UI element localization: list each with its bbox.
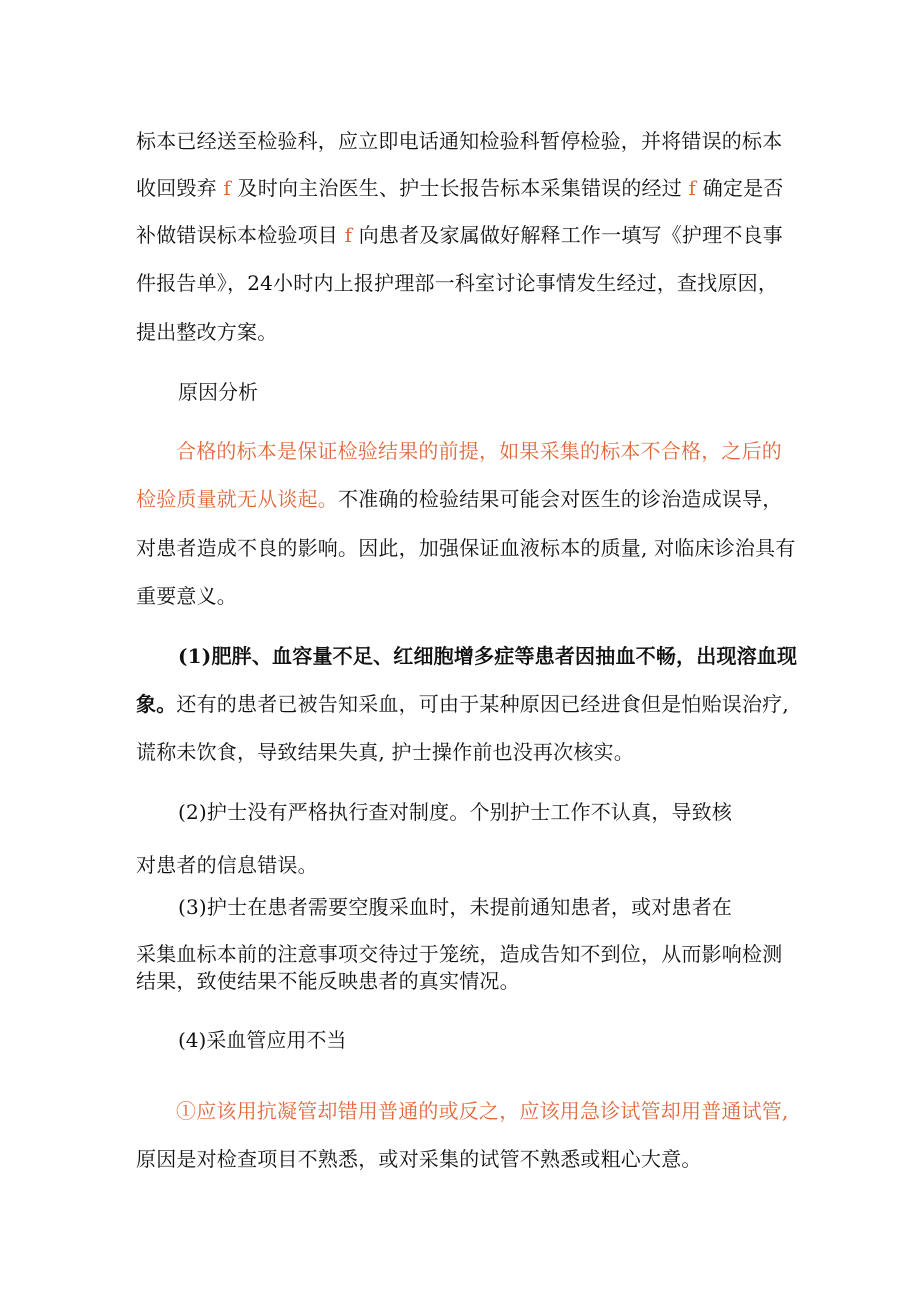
paragraph-6-line-2: 原因是对检查项目不熟悉，或对采集的试管不熟悉或粗心大意。 [136,1147,702,1171]
subsection-heading: (4)采血管应用不当 [178,1028,347,1052]
bold-text: 象。 [136,692,177,716]
section-heading: 原因分析 [178,380,258,404]
text-segment: 还有的患者已被告知采血，可由于某种原因已经进食但是怕贻误治疗, [176,692,789,716]
paragraph-5-line-3: 结果，致使结果不能反映患者的真实情况。 [136,969,520,993]
text-segment: 及时向主治医生、护士长报告标本采集错误的经过 [237,176,682,200]
paragraph-4-line-1: (2)护士没有严格执行查对制度。个别护士工作不认真，导致核 [178,800,733,824]
paragraph-1-line-1: 标本已经送至检验科，应立即电话通知检验科暂停检验，并将错误的标本 [136,129,783,153]
paragraph-1-line-2 [136,174,784,202]
paragraph-5-line-2: 采集血标本前的注意事项交待过于笼统，造成告知不到位，从而影响检测 [136,942,783,966]
paragraph-4-line-2: 对患者的信息错误。 [136,853,318,877]
paragraph-1-line-3 [136,221,783,249]
arrow-glyph: f [344,223,353,247]
text-segment: 确定是否 [702,176,784,200]
paragraph-3-line-3: 谎称未饮食，导致结果失真, 护士操作前也没再次核实。 [136,740,634,764]
arrow-glyph: f [688,176,697,200]
paragraph-2-line-1: 合格的标本是保证检验结果的前提，如果采集的标本不合格，之后的 [176,439,782,463]
paragraph-5-line-1: (3)护士在患者需要空腹采血时，未提前通知患者，或对患者在 [178,895,733,919]
paragraph-1-line-5: 提出整改方案。 [136,320,278,344]
highlighted-text: 检验质量就无从谈起。 [136,487,338,511]
text-segment: 补做错误标本检验项目 [136,223,338,247]
text-segment: 不准确的检验结果可能会对医生的诊治造成误导， [338,487,783,511]
arrow-glyph: f [223,176,231,200]
text-segment: 收回毁弃 [136,176,217,200]
paragraph-3-line-2 [136,690,789,718]
paragraph-2-line-4: 重要意义。 [136,584,237,608]
paragraph-1-line-4: 件报告单》，24小时内上报护理部一科室讨论事情发生经过，查找原因， [136,271,779,295]
paragraph-2-line-3: 对患者造成不良的影响。因此，加强保证血液标本的质量, 对临床诊治具有 [136,536,796,560]
paragraph-3-line-1: (1)肥胖、血容量不足、红细胞增多症等患者因抽血不畅，出现溶血现 [178,644,798,668]
paragraph-2-line-2 [136,485,782,513]
text-segment: 向患者及家属做好解释工作一填写《护理不良事 [358,223,783,247]
paragraph-6-line-1: ①应该用抗凝管却错用普通的或反之，应该用急诊试管却用普通试管, [176,1099,789,1123]
